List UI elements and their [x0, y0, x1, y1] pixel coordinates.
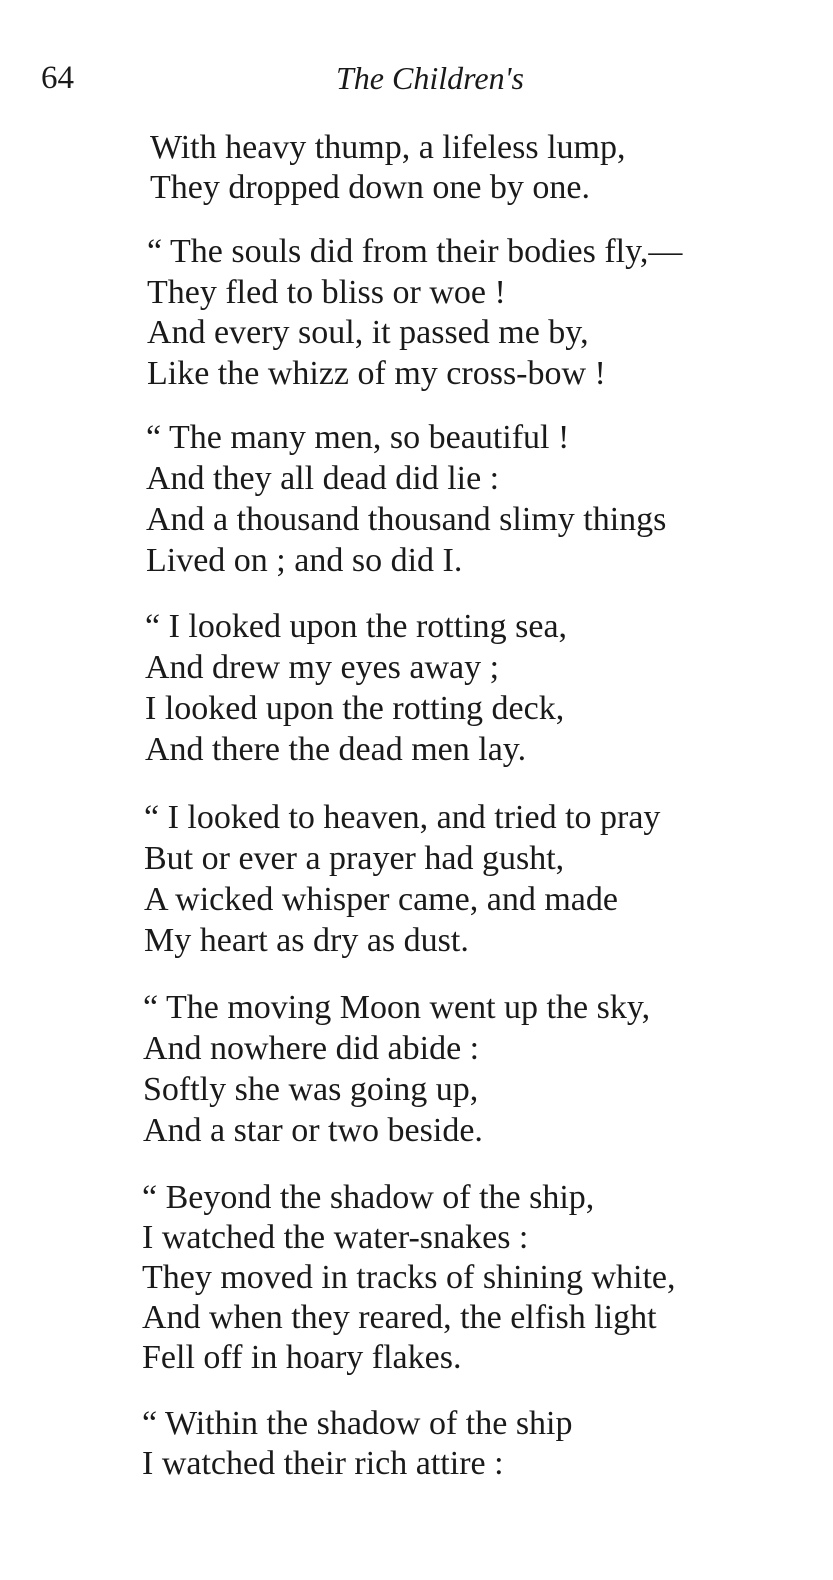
verse-line: Softly she was going up, [143, 1071, 479, 1108]
verse-line: They dropped down one by one. [150, 169, 591, 206]
verse-line: “ I looked to heaven, and tried to pray [144, 799, 661, 836]
verse-line: “ Beyond the shadow of the ship, [142, 1179, 595, 1216]
verse-line: They moved in tracks of shining white, [142, 1259, 676, 1296]
verse-line: My heart as dry as dust. [144, 922, 469, 959]
verse-line: I looked upon the rotting deck, [145, 690, 565, 727]
verse-line: “ Within the shadow of the ship [142, 1405, 573, 1442]
verse-line: And they all dead did lie : [146, 460, 500, 497]
running-title: The Children's [336, 60, 524, 96]
verse-line: And there the dead men lay. [145, 731, 527, 768]
verse-line: They fled to bliss or woe ! [147, 274, 506, 311]
verse-line: But or ever a prayer had gusht, [144, 840, 565, 877]
verse-line: A wicked whisper came, and made [144, 881, 618, 918]
verse-line: And a thousand thousand slimy things [146, 501, 667, 538]
verse-line: “ The many men, so beautiful ! [146, 419, 570, 456]
verse-line: I watched the water-snakes : [142, 1219, 529, 1256]
verse-line: I watched their rich attire : [142, 1445, 504, 1482]
verse-line: And when they reared, the elfish light [142, 1299, 657, 1336]
verse-line: And nowhere did abide : [143, 1030, 480, 1067]
verse-line: And every soul, it passed me by, [147, 314, 589, 351]
verse-line: And drew my eyes away ; [145, 649, 500, 686]
verse-line: Fell off in hoary flakes. [142, 1339, 462, 1376]
verse-line: “ I looked upon the rotting sea, [145, 608, 568, 645]
verse-line: And a star or two beside. [143, 1112, 483, 1149]
verse-line: With heavy thump, a lifeless lump, [150, 129, 626, 166]
verse-line: “ The moving Moon went up the sky, [143, 989, 651, 1026]
verse-line: Lived on ; and so did I. [146, 542, 463, 579]
verse-line: “ The souls did from their bodies fly,— [147, 233, 683, 270]
verse-line: Like the whizz of my cross-bow ! [147, 355, 606, 392]
page-number: 64 [41, 60, 74, 96]
